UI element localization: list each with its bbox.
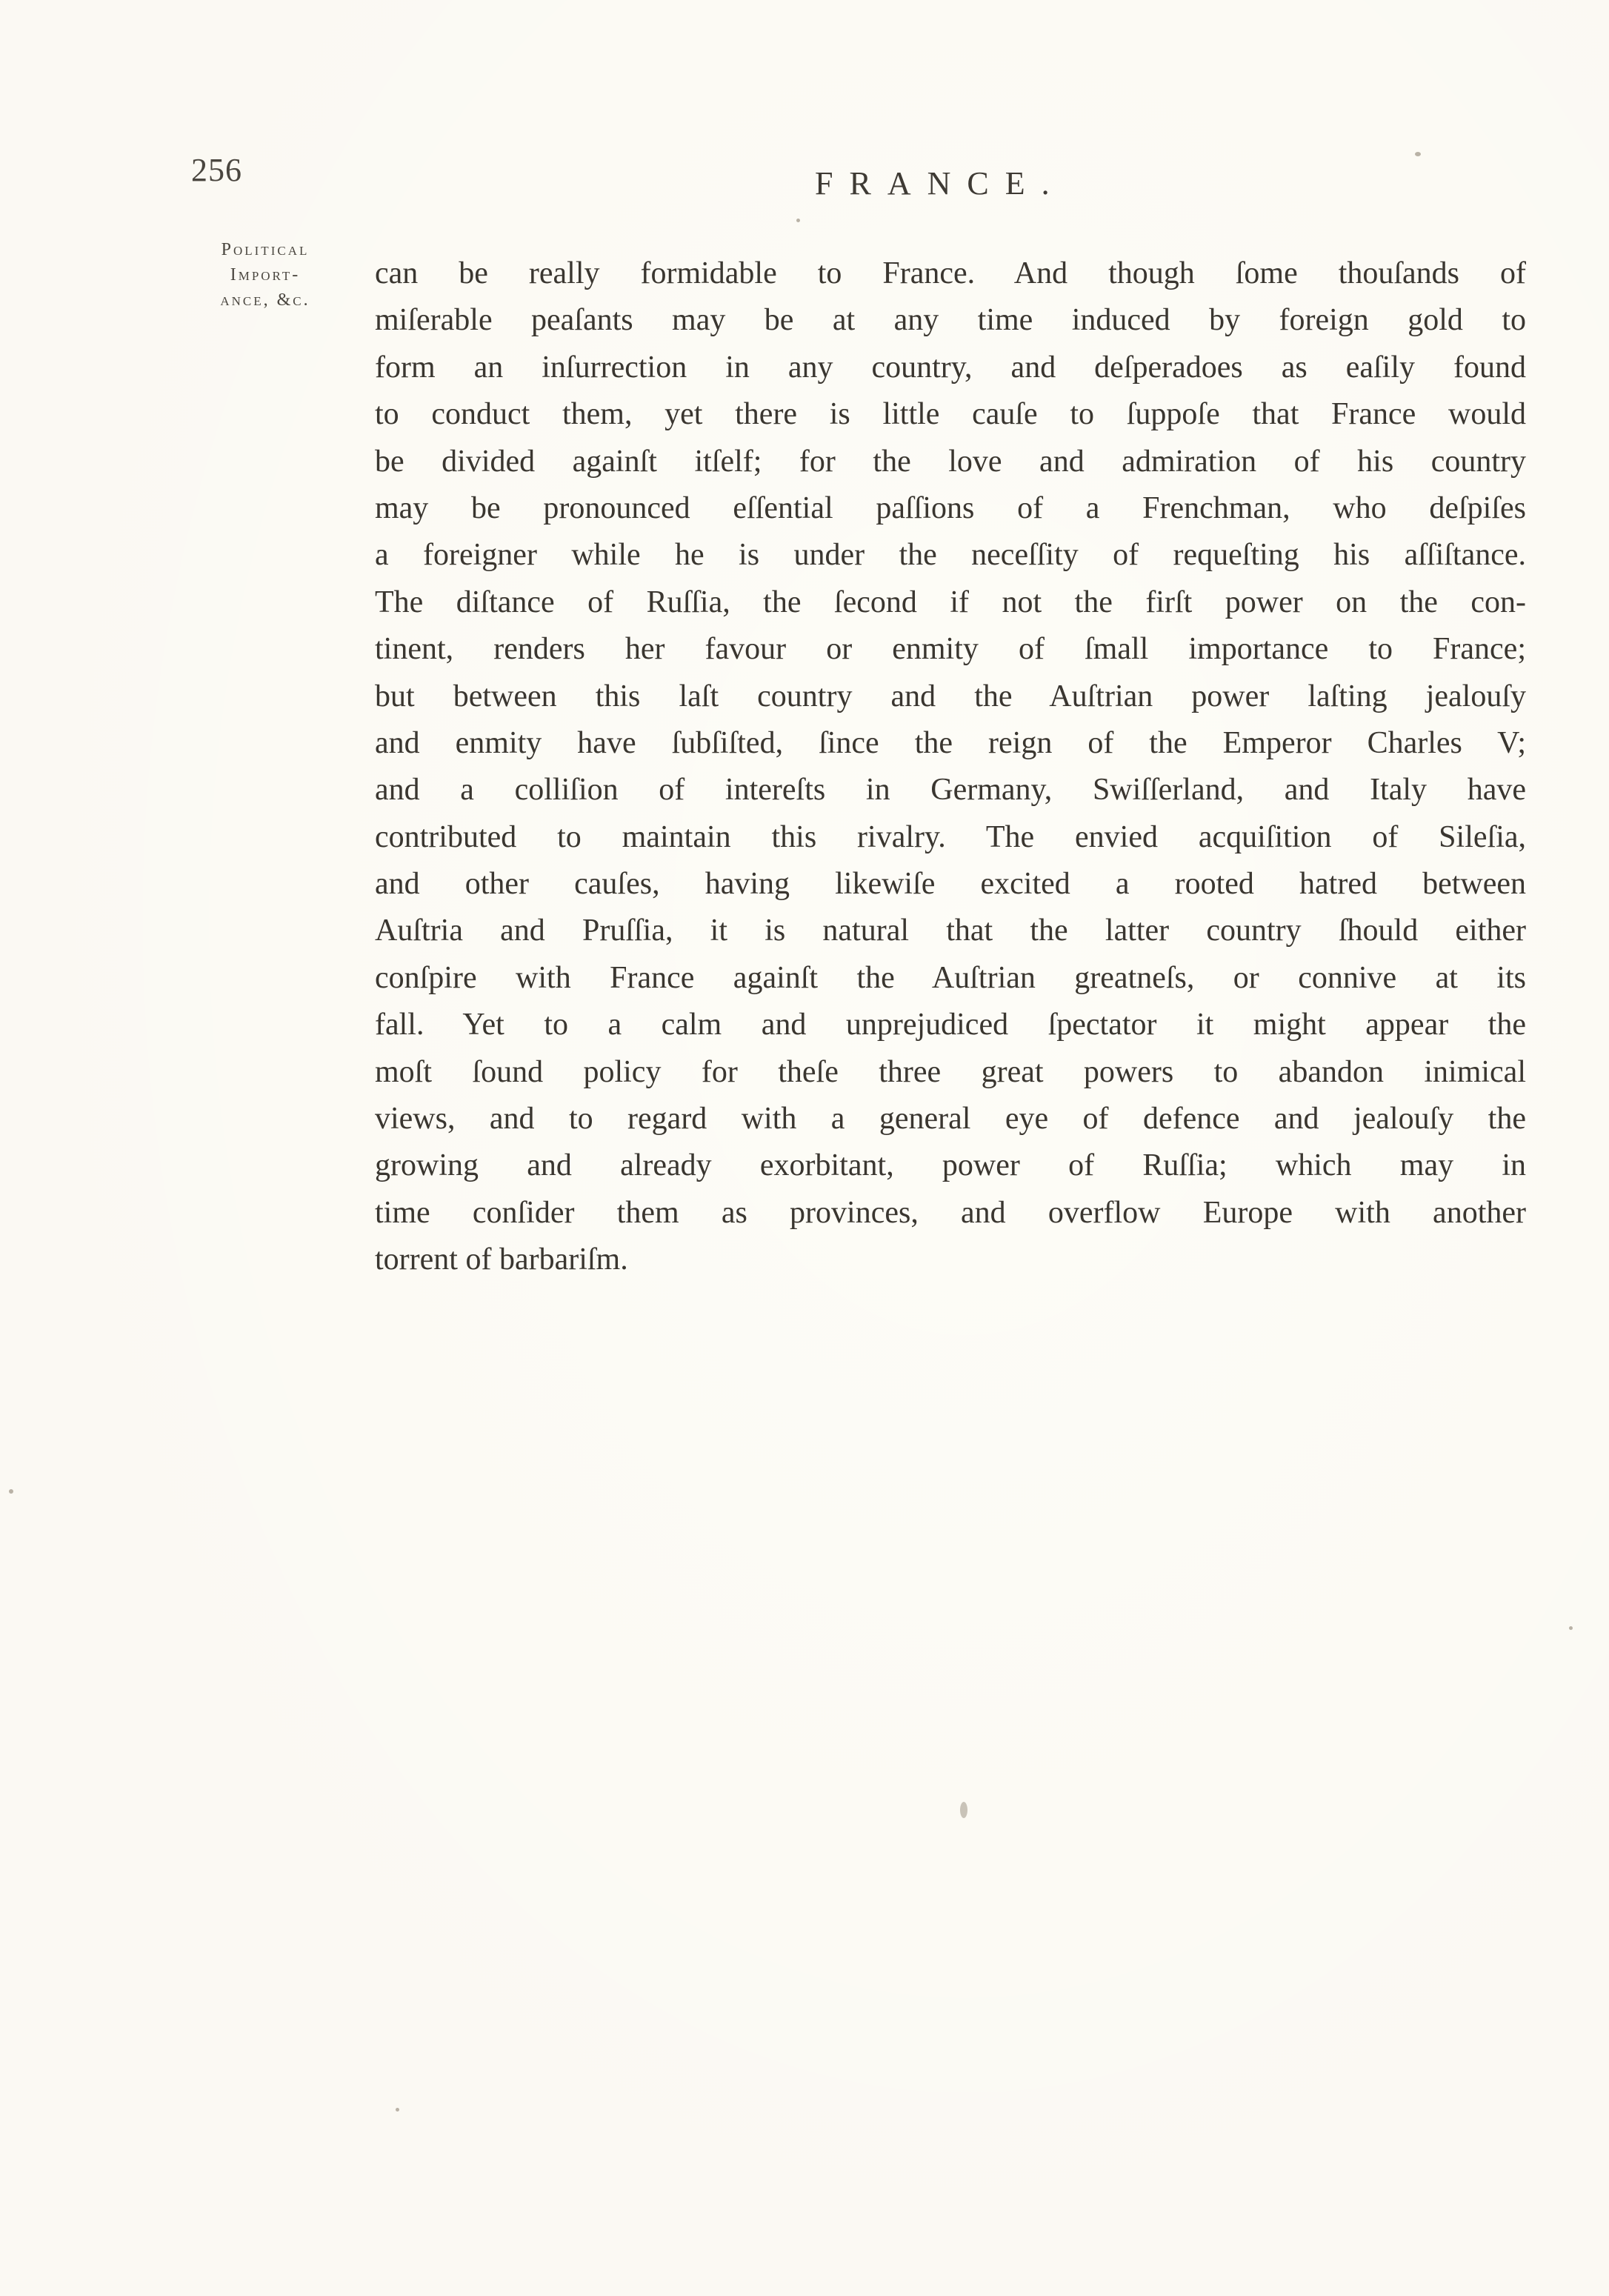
text-line: but between this laſt country and the Auſtrian power laſting jealouſy [375,679,1526,713]
text-line: The diſtance of Ruſſia, the ſecond if not the firſt power on the con- [375,585,1526,619]
text-line: Auſtria and Pruſſia, it is natural that the latter country ſhould either [375,914,1526,948]
paper-speck [1415,152,1421,156]
text-line: moſt ſound policy for theſe three great powers to abandon inimical [375,1054,1526,1089]
text-line: may be pronounced eſſential paſſions of a Frenchman, who deſpiſes [375,490,1526,525]
text-line: form an inſurrection in any country, and deſperadoes as eaſily found [375,350,1526,385]
text-line: can be really formidable to France. And though ſome thouſands of [375,256,1526,290]
text-line: and a colliſion of intereſts in Germany, Swiſſerland, and Italy have [375,773,1526,808]
text-line: tinent, renders her favour or enmity of ſmall importance to France; [375,632,1526,667]
text-line: torrent of barbariſm. [375,1242,628,1277]
paper-speck [960,1802,967,1818]
text-line: miſerable peaſants may be at any time induced by foreign gold to [375,303,1526,338]
paper-speck [9,1489,13,1494]
text-line: views, and to regard with a general eye of defence and jealouſy the [375,1102,1526,1137]
text-line: and other cauſes, having likewiſe excited a rooted hatred between [375,867,1526,902]
text-line: be divided againſt itſelf; for the love and admiration of his country [375,444,1526,479]
paper-speck [396,2108,399,2112]
paper-speck [1569,1626,1573,1630]
running-head: FRANCE. [815,165,1066,202]
text-line: growing and already exorbitant, power of Ruſſia; which may in [375,1148,1526,1183]
margin-note-line: Political [221,240,310,259]
text-line: and enmity have ſubſiſted, ſince the reign of the Emperor Charles V; [375,725,1526,760]
text-line: a foreigner while he is under the neceſſity of requeſting his aſſiſtance. [375,538,1526,573]
text-line: conſpire with France againſt the Auſtrian greatneſs, or connive at its [375,960,1526,995]
text-line: contributed to maintain this rivalry. The envied acquiſition of Sileſia, [375,819,1526,854]
text-line: to conduct them, yet there is little cauſe to ſuppoſe that France would [375,397,1526,432]
text-line: fall. Yet to a calm and unprejudiced ſpectator it might appear the [375,1008,1526,1042]
paper-speck [796,219,800,222]
margin-note [191,237,339,313]
body-text [375,250,1526,1284]
page-number: 256 [191,152,242,188]
text-line: time conſider them as provinces, and overflow Europe with another [375,1195,1526,1230]
margin-note-line: ance, &c. [220,290,310,310]
margin-note-line: Import- [230,265,301,284]
